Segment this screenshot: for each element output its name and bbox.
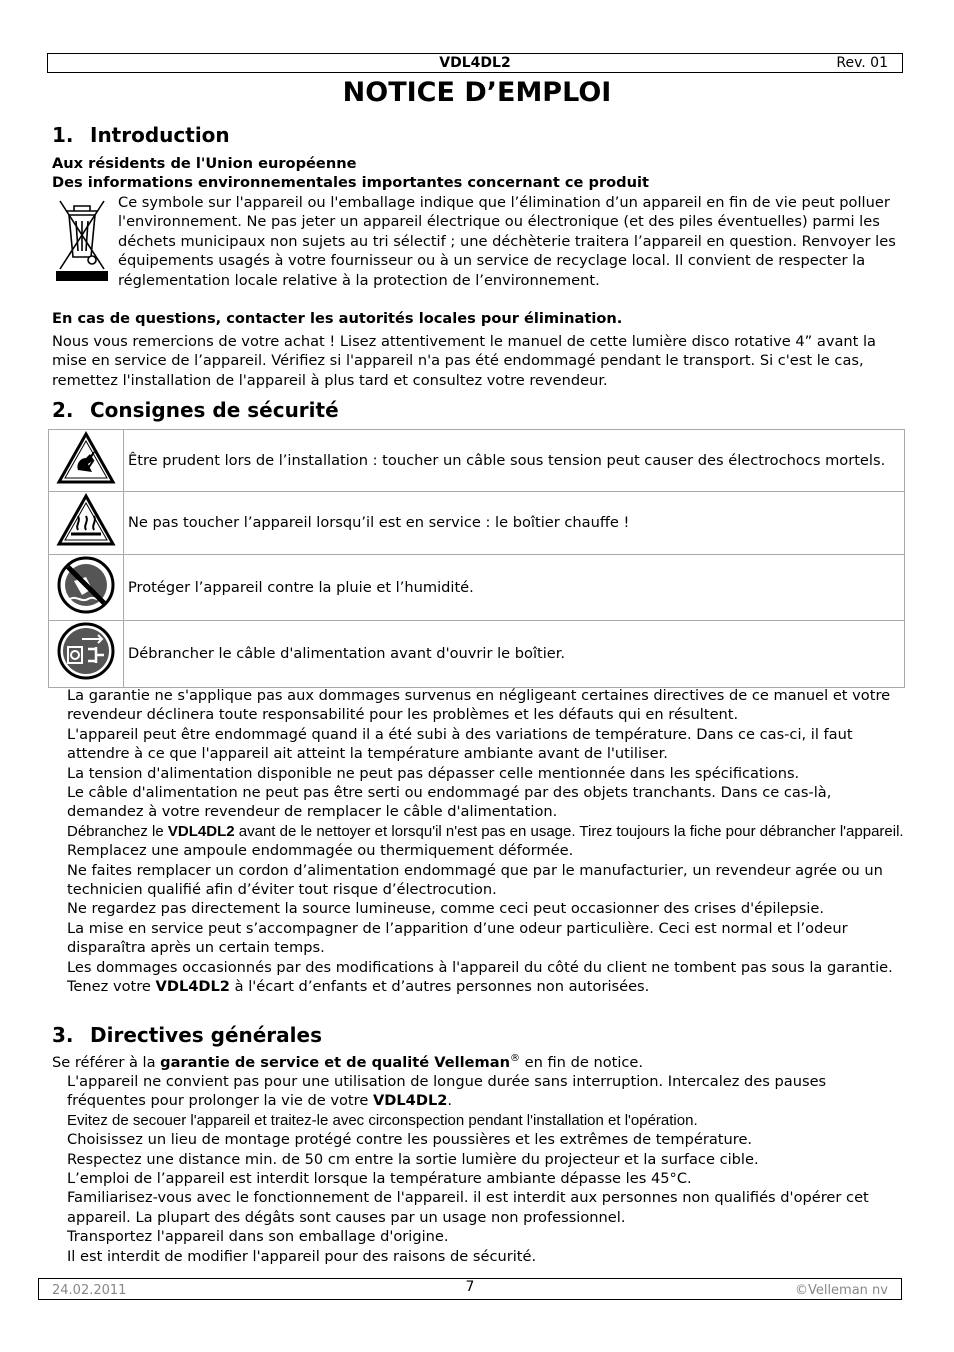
safety-icon-cell	[49, 430, 124, 492]
safety-text: Protéger l’appareil contre la pluie et l’humidité.	[124, 554, 905, 620]
electric-shock-warning-icon	[56, 430, 116, 486]
list-item: Il est interdit de modifier l'appareil pour des raisons de sécurité.	[67, 1247, 537, 1265]
model-name: VDL4DL2	[439, 55, 511, 71]
list-item: Evitez de secouer l'appareil et traitez-le avec circonspection pendant l'installation et l'opération.	[67, 1111, 698, 1129]
env-heading: Des informations environnementales importantes concernant ce produit	[52, 174, 649, 191]
mod-text-post: à l'écart d’enfants et d’autres personnes non autorisées.	[229, 978, 650, 996]
list-item	[67, 1072, 907, 1111]
page-footer	[38, 1278, 902, 1300]
safety-text: Être prudent lors de l’installation : toucher un câble sous tension peut causer des électrochocs mortels.	[124, 430, 905, 492]
list-item: Remplacez une ampoule endommagée ou thermiquement déformée.	[67, 842, 574, 860]
document-header	[47, 53, 903, 73]
safety-row	[49, 621, 905, 687]
list-item: L’emploi de l’appareil est interdit lorsque la température ambiante dépasse les 45°C.	[67, 1170, 692, 1188]
safety-row	[49, 430, 905, 492]
revision: Rev. 01	[836, 55, 888, 71]
list-item: Respectez une distance min. de 50 cm entre la sortie lumière du projecteur et la surface cible.	[67, 1150, 759, 1168]
list-item: Familiarisez-vous avec le fonctionnement de l'appareil. il est interdit aux personnes non qualifiés d'opérer cet appareil. La plupart des dégâts sont causes par un usage non professionnel.	[67, 1189, 869, 1226]
model-name: VDL4DL2	[155, 978, 230, 996]
long-text-post: .	[447, 1092, 453, 1110]
questions-note: En cas de questions, contacter les autorités locales pour élimination.	[52, 310, 623, 327]
clean-text-pre: Débranchez le	[67, 822, 168, 840]
list-item: Ne faites remplacer un cordon d’alimentation endommagé que par le manufacturier, un revendeur agrée ou un technicien qualifié afin d’éviter tout risque d’électrocution.	[67, 861, 883, 899]
thanks-paragraph: Nous vous remercions de votre achat ! Lisez attentivement le manuel de cette lumière disco rotative 4” avant la mise en service de l’appareil. Vérifiez si l'appareil n'a pas été endommagé pendant le transport. Si c'est le cas, remettez l'installation de l'appareil à plus tard et consultez votre revendeur.	[52, 333, 877, 389]
mod-text-pre: Les dommages occasionnés par des modifications à l'appareil du côté du client ne tombent pas sous la garantie. Tenez votre	[67, 958, 893, 996]
warranty-name: garantie de service et de qualité Velleman	[160, 1054, 510, 1071]
env-paragraph	[52, 193, 902, 290]
page-title: NOTICE D’EMPLOI	[342, 77, 612, 108]
safety-table	[48, 429, 905, 688]
safety-row	[49, 492, 905, 554]
section-number: 3.	[52, 1023, 74, 1047]
hot-surface-warning-icon	[56, 492, 116, 548]
eu-heading: Aux résidents de l'Union européenne	[52, 155, 357, 172]
model-name: VDL4DL2	[372, 1092, 448, 1110]
section-title: Directives générales	[90, 1023, 322, 1047]
model-name: VDL4DL2	[167, 822, 235, 840]
list-item	[67, 958, 907, 997]
ref-text-post: en fin de notice.	[519, 1054, 644, 1071]
registered-mark: ®	[509, 1053, 520, 1065]
section-number: 1.	[52, 123, 74, 147]
footer-copyright: ©Velleman nv	[794, 1283, 888, 1298]
general-list	[67, 1072, 907, 1266]
safety-text: Débrancher le câble d'alimentation avant d'ouvrir le boîtier.	[124, 621, 905, 687]
safety-row	[49, 554, 905, 620]
ref-text-pre: Se référer à la	[52, 1054, 161, 1071]
warranty-reference	[52, 1053, 902, 1072]
list-item: Transportez l'appareil dans son emballage d'origine.	[67, 1228, 449, 1246]
weee-bin-icon	[52, 193, 118, 290]
section-heading-safety	[52, 397, 339, 423]
section-heading-introduction	[52, 122, 230, 148]
list-item: Choisissez un lieu de montage protégé contre les poussières et les extrêmes de température.	[67, 1131, 753, 1149]
safety-list	[67, 686, 907, 997]
safety-text: Ne pas toucher l’appareil lorsqu’il est en service : le boîtier chauffe !	[124, 492, 905, 554]
list-item	[67, 822, 907, 841]
safety-icon-cell	[49, 554, 124, 620]
section-heading-general	[52, 1022, 322, 1048]
env-text: Ce symbole sur l'appareil ou l'emballage indique que l’élimination d’un appareil en fin de vie peut polluer l'environnement. Ne pas jeter un appareil électrique ou électronique (et des piles éventuelles) parmi les déchets municipaux non sujets au tri sélectif ; une déchèterie traitera l’appareil en question. Renvoyer les équipements usagés à votre fournisseur ou à un service de recyclage local. Il convient de respecter la réglementation locale relative à la protection de l’environnement.	[118, 194, 896, 289]
no-rain-humidity-icon	[56, 555, 116, 615]
footer-date: 24.02.2011	[52, 1283, 127, 1298]
list-item: L'appareil peut être endommagé quand il a été subi à des variations de température. Dans ce cas-ci, il faut attendre à ce que l'appareil ait atteint la température ambiante avant de l'utiliser.	[67, 725, 853, 763]
section-number: 2.	[52, 398, 74, 422]
clean-text-post: avant de le nettoyer et lorsqu'il n'est pas en usage. Tirez toujours la fiche pour débrancher l'appareil.	[234, 822, 904, 840]
list-item: La tension d'alimentation disponible ne peut pas dépasser celle mentionnée dans les spécifications.	[67, 764, 800, 782]
safety-icon-cell	[49, 621, 124, 687]
list-item: La garantie ne s'applique pas aux dommages survenus en négligeant certaines directives de ce manuel et votre revendeur déclinera toute responsabilité pour les problèmes et les défauts qui en résultent.	[67, 687, 891, 724]
page-number: 7	[465, 1279, 475, 1295]
long-text-pre: L'appareil ne convient pas pour une utilisation de longue durée sans interruption. Intercalez des pauses fréquentes pour prolonger la vie de votre	[67, 1073, 827, 1110]
section-title: Introduction	[90, 123, 230, 147]
unplug-before-opening-icon	[56, 621, 116, 681]
section-title: Consignes de sécurité	[90, 398, 339, 422]
list-item: Ne regardez pas directement la source lumineuse, comme ceci peut occasionner des crises d'épilepsie.	[67, 900, 825, 918]
list-item: Le câble d'alimentation ne peut pas être serti ou endommagé par des objets tranchants. Dans ce cas-là, demandez à votre revendeur de remplacer le câble d'alimentation.	[67, 784, 832, 821]
safety-icon-cell	[49, 492, 124, 554]
list-item: La mise en service peut s’accompagner de l’apparition d’une odeur particulière. Ceci est normal et l’odeur disparaîtra après un certain temps.	[67, 919, 848, 957]
